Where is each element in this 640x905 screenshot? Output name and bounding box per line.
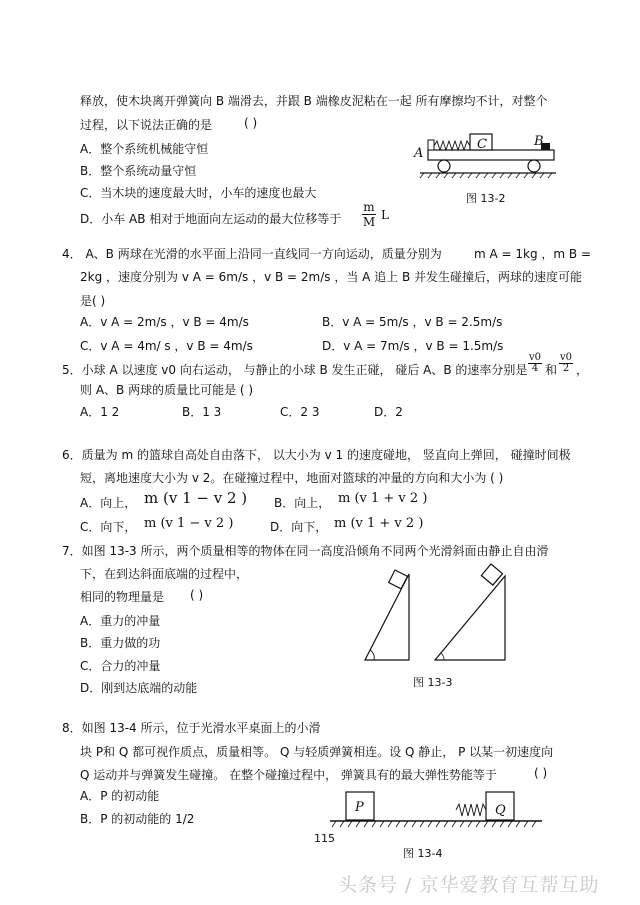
q5-fraction-1-denominator: 4 <box>531 363 539 374</box>
block-on-steep-incline <box>389 570 408 589</box>
figure-13-4-caption: 图 13-4 <box>403 847 443 860</box>
q8-option-a: A．P 的初动能 <box>80 789 160 803</box>
q7-option-b: B．重力做的功 <box>80 636 161 650</box>
figure-13-4-label-q: Q <box>495 803 506 818</box>
q4-option-c: C．v A = 4m/ s ，v B = 4m/s <box>80 339 253 353</box>
q4-line3: 是( ) <box>80 294 106 308</box>
q3-option-d-fraction <box>362 200 376 229</box>
figure-13-2-label-c: C <box>477 137 487 152</box>
q4-option-b: B．v A = 5m/s ，v B = 2.5m/s <box>322 315 503 329</box>
figure-13-3-caption: 图 13-3 <box>413 676 453 689</box>
q7-option-c: C．合力的冲量 <box>80 659 161 673</box>
q5-fraction-1 <box>528 353 542 374</box>
q3-option-d-numerator: m <box>363 200 375 214</box>
wheel-left <box>438 160 450 172</box>
q5-line1-end: ， <box>576 363 589 377</box>
q8-line3: Q 运动并与弹簧发生碰撞。 在整个碰撞过程中， 弹簧具有的最大弹性势能等于 <box>80 768 497 782</box>
q5-fraction-2 <box>559 353 573 374</box>
q5-and: 和 <box>545 363 558 377</box>
q7-answer-paren: ( ) <box>190 588 204 602</box>
cart-body <box>428 150 554 160</box>
q5-option-a: A．1 2 <box>80 405 120 419</box>
q4-line1: 4． A、B 两球在光滑的水平面上沿同一直线同一方向运动，质量分别为 <box>62 247 442 261</box>
q5-fraction-1-numerator: v0 <box>529 352 542 363</box>
figure-13-2-label-b: B <box>534 134 544 149</box>
q3-answer-paren: ( ) <box>244 116 258 130</box>
q7-option-a: A．重力的冲量 <box>80 614 161 628</box>
q7-option-d: D．刚到达底端的动能 <box>80 681 198 695</box>
q7-line1: 7．如图 13-3 所示，两个质量相等的物体在同一高度沿倾角不同两个光滑斜面由静止自由滑 <box>62 544 549 558</box>
q4-line2: 2kg ，速度分别为 v A = 6m/s ，v B = 2m/s ，当 A 追上 B 并发生碰撞后，两球的速度可能 <box>80 270 583 284</box>
q3-option-a: A．整个系统机械能守恒 <box>80 142 209 156</box>
figure-13-2-label-a: A <box>414 146 424 161</box>
q6-option-b: B．向上， <box>274 496 331 510</box>
q3-line2: 过程，以下说法正确的是 <box>80 118 213 132</box>
q5-fraction-2-denominator: 2 <box>562 363 570 374</box>
q3-option-d-tail: L <box>381 208 389 222</box>
q6-option-a: A．向上， <box>80 496 137 510</box>
q5-line1: 5．小球 A 以速度 v0 向右运动， 与静止的小球 B 发生正碰， 碰后 A、B 的速率分别是 <box>62 363 528 377</box>
q8-line1: 8．如图 13-4 所示，位于光滑水平桌面上的小滑 <box>62 721 321 735</box>
q7-line2: 下，在到达斜面底端的过程中， <box>80 567 249 581</box>
q6-option-b-math: m (v 1 + v 2 ) <box>338 491 428 506</box>
q3-line1: 释放，使木块离开弹簧向 B 端滑去，并跟 B 端橡皮泥粘在一起 所有摩擦均不计，对整个 <box>80 94 548 108</box>
q5-option-c: C．2 3 <box>280 405 320 419</box>
figure-13-2-caption: 图 13-2 <box>466 192 506 205</box>
figure-13-4 <box>330 790 560 835</box>
q6-line1: 6．质量为 m 的篮球自高处自由落下， 以大小为 v 1 的速度碰地， 竖直向上弹回， 碰撞时间极 <box>62 448 571 462</box>
q6-option-d: D．向下， <box>270 520 328 534</box>
wheel-right <box>528 160 540 172</box>
spring <box>456 804 486 816</box>
figure-13-4-label-p: P <box>355 800 364 815</box>
q8-answer-paren: ( ) <box>534 766 548 780</box>
q6-option-d-math: m (v 1 + v 2 ) <box>334 516 424 531</box>
incline-shallow <box>435 576 505 660</box>
q3-option-b: B．整个系统动量守恒 <box>80 164 197 178</box>
q4-option-d: D．v A = 7m/s ，v B = 1.5m/s <box>322 339 504 353</box>
page-number: 115 <box>314 832 335 845</box>
spring <box>434 141 470 150</box>
q4-option-a: A．v A = 2m/s ，v B = 4m/s <box>80 315 249 329</box>
q5-option-d: D．2 <box>374 405 403 419</box>
q8-line2: 块 P和 Q 都可视作质点，质量相等。 Q 与轻质弹簧相连。设 Q 静止， P 以某一初速度向 <box>80 745 554 759</box>
q6-option-c: C．向下， <box>80 520 137 534</box>
q5-option-b: B．1 3 <box>182 405 222 419</box>
q7-line3: 相同的物理量是 <box>80 590 165 604</box>
q4-masses: m A = 1kg ，m B = <box>474 247 592 261</box>
q5-line2: 则 A、B 两球的质量比可能是 ( ) <box>80 383 254 397</box>
cart-left-wall <box>428 140 434 150</box>
q3-option-d-denominator: M <box>362 215 376 229</box>
q5-fraction-2-numerator: v0 <box>560 352 573 363</box>
figure-13-3 <box>355 560 535 665</box>
q6-line2: 短，离地速度大小为 v 2。在碰撞过程中，地面对篮球的冲量的方向和大小为 ( ) <box>80 471 504 485</box>
q6-option-c-math: m (v 1 − v 2 ) <box>144 516 234 531</box>
q3-option-d: D．小车 AB 相对于地面向左运动的最大位移等于 <box>80 212 342 226</box>
watermark: 头条号 / 京华爱教育互帮互助 <box>338 874 600 896</box>
q6-option-a-math: m (v 1 − v 2 ) <box>144 489 248 507</box>
q8-option-b: B．P 的初动能的 1/2 <box>80 812 195 826</box>
q3-option-c: C．当木块的速度最大时，小车的速度也最大 <box>80 186 317 200</box>
